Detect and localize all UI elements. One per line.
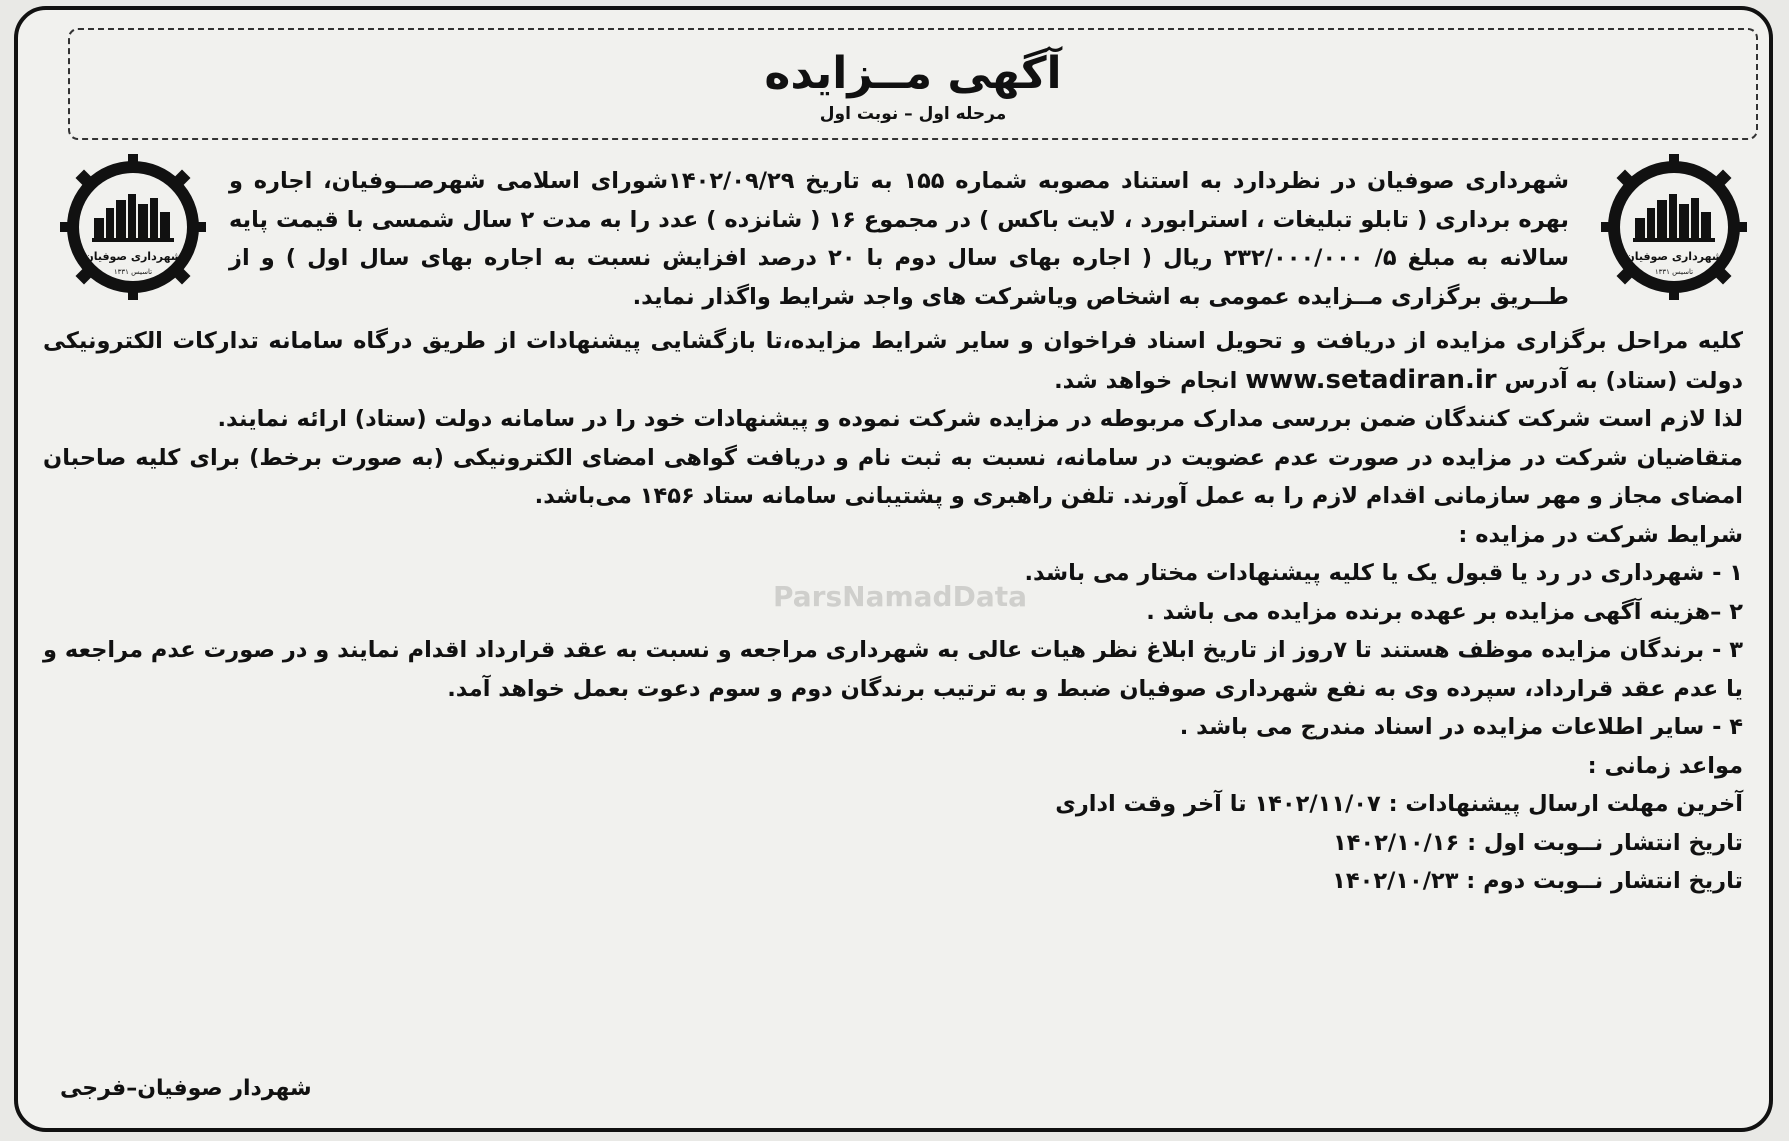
schedule-title: مواعد زمانی :: [1587, 752, 1743, 779]
condition-item: ۳ - برندگان مزایده موظف هستند تا ۷روز از تاریخ ابلاغ نظر هیات عالی به شهرداری مراجعه و نسبت به عقد قرارداد اقدام نمایند و در صورت عدم مراجعه و یا عدم عقد قرارداد، سپرده وی به نفع شهرداری صوفیان ضبط و به ترتیب برندگان دوم و سوم دعوت بعمل خواهد آمد.: [43, 637, 1743, 702]
logo-year: تاسیس ۱۳۳۱: [1654, 268, 1694, 276]
municipality-logo-right: [1599, 152, 1749, 302]
schedule-item: تاریخ انتشار نــوبت دوم : ۱۴۰۲/۱۰/۲۳: [1332, 868, 1743, 894]
logo-text: شهرداری صوفیان: [84, 250, 182, 263]
condition-item: ۲ –هزینه آگهی مزایده بر عهده برنده مزایده می باشد .: [1146, 598, 1743, 625]
condition-item: ۴ - سایر اطلاعات مزایده در اسناد مندرج می باشد .: [1179, 714, 1743, 740]
conditions-title: شرایط شرکت در مزایده :: [1458, 521, 1743, 548]
schedule-item: تاریخ انتشار نــوبت اول : ۱۴۰۲/۱۰/۱۶: [1332, 829, 1743, 856]
setad-link[interactable]: www.setadiran.ir: [1245, 364, 1497, 395]
watermark: ParsNamadData: [773, 580, 1027, 613]
municipality-logo-left: [58, 152, 208, 302]
logo-text: شهرداری صوفیان: [1625, 250, 1723, 263]
paragraph-registration: متقاضیان شرکت در مزایده در صورت عدم عضویت در سامانه، نسبت به ثبت نام و دریافت گواهی امضای الکترونیکی (به صورت برخط) برای کلیه صاحبان امضای مجاز و مهر سازمانی اقدام لازم را به عمل آورند. تلفن راهبری و پشتیبانی سامانه ستاد ۱۴۵۶ می‌باشد.: [43, 444, 1743, 509]
paragraph-setad-before: کلیه مراحل برگزاری مزایده از دریافت و تحویل اسناد فراخوان و سایر شرایط مزایده،تا بازگشایی پیشنهادات از طریق درگاه سامانه تدارکات الکترونیکی دولت (ستاد) به آدرس: [43, 328, 1743, 394]
notice-subtitle: مرحله اول – نوبت اول: [819, 104, 1007, 125]
notice-title: آگهی مــزایده: [764, 48, 1062, 99]
header-box: [68, 28, 1758, 140]
logo-year: تاسیس ۱۳۳۱: [113, 268, 153, 276]
paragraph-setad-after: انجام خواهد شد.: [1054, 367, 1238, 394]
schedule-item: آخرین مهلت ارسال پیشنهادات : ۱۴۰۲/۱۱/۰۷ تا آخر وقت اداری: [1055, 791, 1743, 817]
condition-item: ۱ - شهرداری در رد یا قبول یک یا کلیه پیشنهادات مختار می باشد.: [1024, 560, 1743, 586]
main-body: [43, 322, 1743, 901]
intro-paragraph: شهرداری صوفیان در نظردارد به استناد مصوبه شماره ۱۵۵ به تاریخ ۱۴۰۲/۰۹/۲۹شورای اسلامی شهرصــوفیان، اجاره و بهره برداری ( تابلو تبلیغات ، استرابورد ، لایت باکس ) در مجموع ۱۶ ( شانزده ) عدد را به مدت ۲ سال شمسی با قیمت پایه سالانه به مبلغ ۵/ ۲۳۲/۰۰۰/۰۰۰ ریال ( اجاره بهای سال دوم با ۲۰ درصد افزایش نسبت به اجاره بهای سال اول ) و از طــریق برگزاری مــزایده عمومی به اشخاص ویاشرکت های واجد شرایط واگذار نماید.: [229, 168, 1570, 310]
signature: شهردار صوفیان–فرجی: [60, 1076, 312, 1101]
paragraph-submit: لذا لازم است شرکت کنندگان ضمن بررسی مدارک مربوطه در مزایده شرکت نموده و پیشنهادات خود را در سامانه دولت (ستاد) ارائه نمایند.: [217, 406, 1743, 432]
paragraph-setad: [43, 322, 1743, 400]
